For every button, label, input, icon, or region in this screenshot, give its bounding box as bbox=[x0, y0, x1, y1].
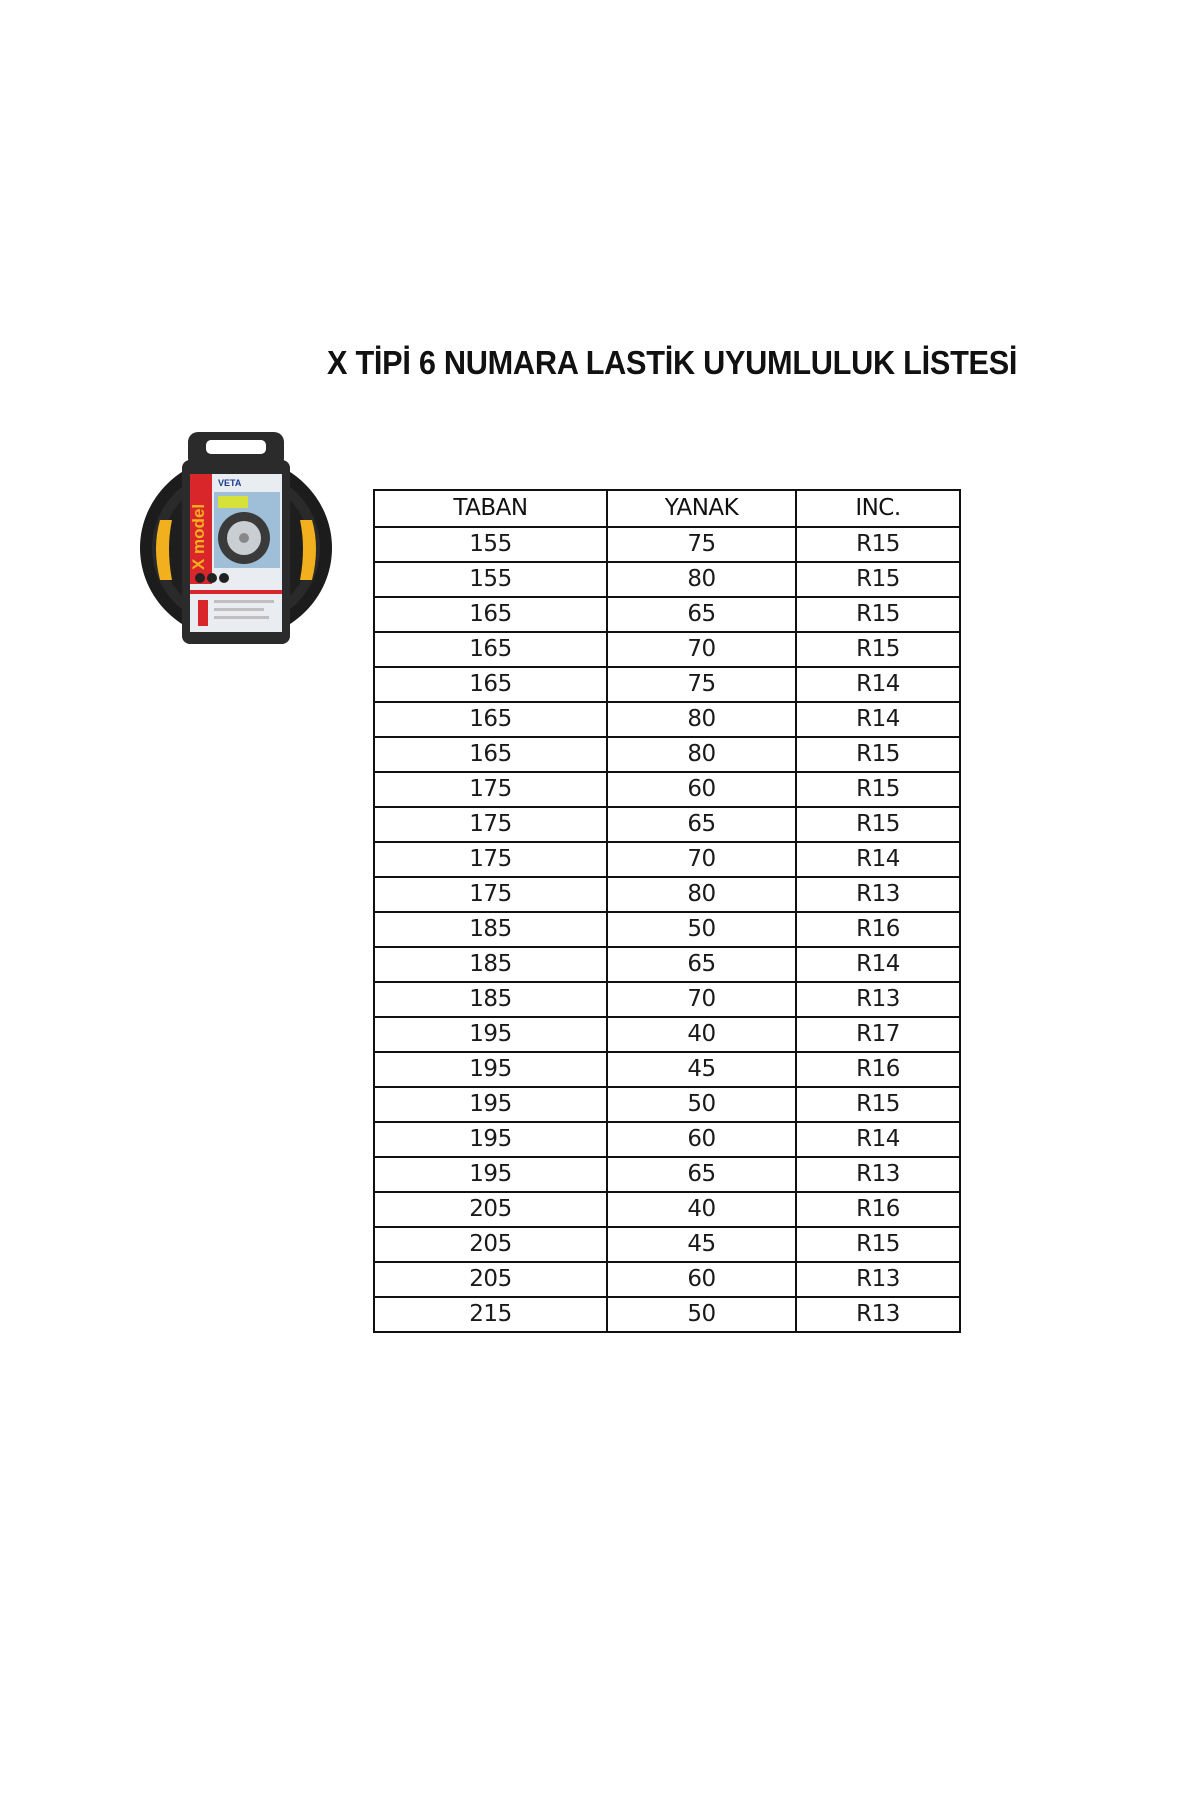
table-row bbox=[374, 527, 960, 562]
cell-yanak: 70 bbox=[607, 842, 796, 877]
cell-taban: 155 bbox=[374, 527, 607, 562]
table-row bbox=[374, 1297, 960, 1332]
cell-yanak: 65 bbox=[607, 947, 796, 982]
cell-yanak: 80 bbox=[607, 737, 796, 772]
cell-taban: 165 bbox=[374, 702, 607, 737]
cell-taban: 185 bbox=[374, 947, 607, 982]
cell-inc: R14 bbox=[796, 842, 960, 877]
cell-inc: R14 bbox=[796, 667, 960, 702]
cell-inc: R15 bbox=[796, 1227, 960, 1262]
table-row bbox=[374, 1192, 960, 1227]
table-row bbox=[374, 737, 960, 772]
page-title: X TİPİ 6 NUMARA LASTİK UYUMLULUK LİSTESİ bbox=[327, 344, 1018, 381]
cell-taban: 165 bbox=[374, 597, 607, 632]
table-row bbox=[374, 1122, 960, 1157]
cell-inc: R16 bbox=[796, 1052, 960, 1087]
table-row bbox=[374, 667, 960, 702]
column-header-yanak: YANAK bbox=[607, 490, 796, 527]
table-row bbox=[374, 1017, 960, 1052]
table-row bbox=[374, 1052, 960, 1087]
cell-yanak: 50 bbox=[607, 912, 796, 947]
table-row bbox=[374, 772, 960, 807]
cell-taban: 205 bbox=[374, 1227, 607, 1262]
cell-yanak: 45 bbox=[607, 1227, 796, 1262]
cell-inc: R15 bbox=[796, 527, 960, 562]
cell-inc: R15 bbox=[796, 562, 960, 597]
table-row bbox=[374, 877, 960, 912]
cell-taban: 165 bbox=[374, 632, 607, 667]
snow-chain-case-illustration bbox=[138, 430, 334, 646]
cell-taban: 205 bbox=[374, 1192, 607, 1227]
cell-yanak: 80 bbox=[607, 702, 796, 737]
cell-inc: R15 bbox=[796, 597, 960, 632]
cell-yanak: 65 bbox=[607, 807, 796, 842]
cell-yanak: 40 bbox=[607, 1017, 796, 1052]
cell-yanak: 80 bbox=[607, 877, 796, 912]
cell-taban: 175 bbox=[374, 877, 607, 912]
cell-taban: 205 bbox=[374, 1262, 607, 1297]
cell-yanak: 60 bbox=[607, 772, 796, 807]
table-row bbox=[374, 807, 960, 842]
table-row bbox=[374, 912, 960, 947]
cell-taban: 195 bbox=[374, 1052, 607, 1087]
cell-inc: R13 bbox=[796, 982, 960, 1017]
table-row bbox=[374, 562, 960, 597]
table-row bbox=[374, 947, 960, 982]
cell-yanak: 40 bbox=[607, 1192, 796, 1227]
table-row bbox=[374, 702, 960, 737]
cell-taban: 195 bbox=[374, 1087, 607, 1122]
cell-taban: 215 bbox=[374, 1297, 607, 1332]
cell-inc: R15 bbox=[796, 772, 960, 807]
table-row bbox=[374, 1227, 960, 1262]
table-row bbox=[374, 982, 960, 1017]
cell-inc: R15 bbox=[796, 737, 960, 772]
svg-text:VETA: VETA bbox=[218, 478, 242, 488]
table-row bbox=[374, 1262, 960, 1297]
cell-yanak: 60 bbox=[607, 1262, 796, 1297]
table-row bbox=[374, 1087, 960, 1122]
cell-inc: R15 bbox=[796, 632, 960, 667]
table-row bbox=[374, 1157, 960, 1192]
cell-taban: 155 bbox=[374, 562, 607, 597]
cell-inc: R16 bbox=[796, 912, 960, 947]
cell-taban: 175 bbox=[374, 842, 607, 877]
cell-inc: R15 bbox=[796, 807, 960, 842]
cell-taban: 175 bbox=[374, 807, 607, 842]
cell-yanak: 65 bbox=[607, 597, 796, 632]
cell-inc: R13 bbox=[796, 877, 960, 912]
cell-yanak: 65 bbox=[607, 1157, 796, 1192]
cell-inc: R15 bbox=[796, 1087, 960, 1122]
cell-taban: 185 bbox=[374, 912, 607, 947]
cell-taban: 195 bbox=[374, 1157, 607, 1192]
cell-inc: R14 bbox=[796, 702, 960, 737]
cell-taban: 175 bbox=[374, 772, 607, 807]
cell-inc: R14 bbox=[796, 947, 960, 982]
cell-yanak: 70 bbox=[607, 982, 796, 1017]
cell-yanak: 45 bbox=[607, 1052, 796, 1087]
cell-inc: R13 bbox=[796, 1262, 960, 1297]
cell-taban: 195 bbox=[374, 1122, 607, 1157]
cell-yanak: 60 bbox=[607, 1122, 796, 1157]
cell-taban: 185 bbox=[374, 982, 607, 1017]
cell-yanak: 50 bbox=[607, 1087, 796, 1122]
cell-taban: 165 bbox=[374, 737, 607, 772]
cell-inc: R17 bbox=[796, 1017, 960, 1052]
tire-compatibility-table bbox=[373, 489, 961, 1333]
cell-taban: 195 bbox=[374, 1017, 607, 1052]
svg-text:X model: X model bbox=[189, 503, 208, 570]
cell-yanak: 50 bbox=[607, 1297, 796, 1332]
cell-yanak: 75 bbox=[607, 527, 796, 562]
cell-inc: R14 bbox=[796, 1122, 960, 1157]
product-image bbox=[138, 430, 334, 646]
table-body bbox=[374, 527, 960, 1332]
table-row bbox=[374, 632, 960, 667]
column-header-inc: INC. bbox=[796, 490, 960, 527]
cell-inc: R13 bbox=[796, 1297, 960, 1332]
table-header-row bbox=[374, 490, 960, 527]
cell-yanak: 70 bbox=[607, 632, 796, 667]
cell-taban: 165 bbox=[374, 667, 607, 702]
table-row bbox=[374, 842, 960, 877]
cell-yanak: 80 bbox=[607, 562, 796, 597]
cell-inc: R16 bbox=[796, 1192, 960, 1227]
cell-yanak: 75 bbox=[607, 667, 796, 702]
column-header-taban: TABAN bbox=[374, 490, 607, 527]
cell-inc: R13 bbox=[796, 1157, 960, 1192]
table-row bbox=[374, 597, 960, 632]
